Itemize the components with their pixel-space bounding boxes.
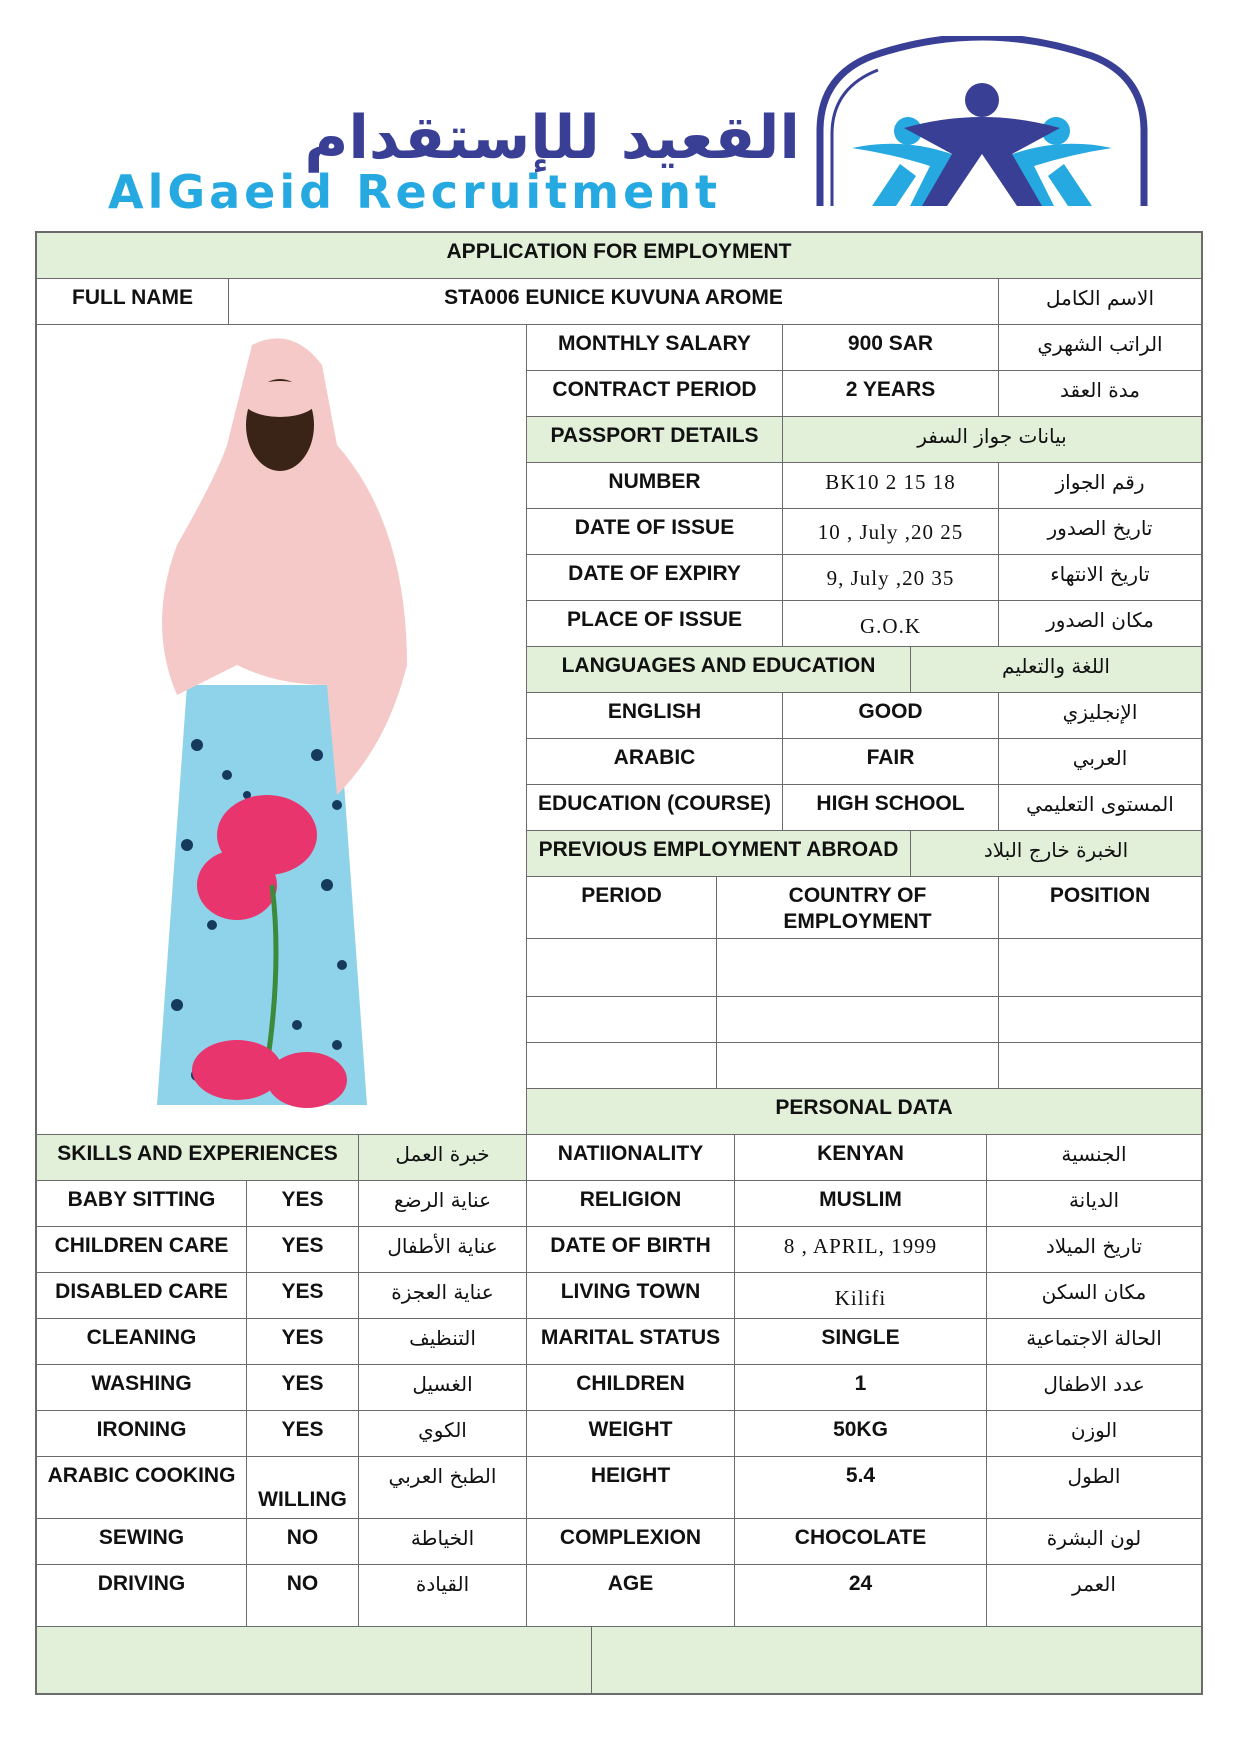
languages-header-ar: اللغة والتعليم — [911, 647, 1201, 693]
employment-col-position: POSITION — [999, 877, 1201, 939]
skill-driving-label-ar: القيادة — [359, 1565, 527, 1627]
skill-washing-label: WASHING — [37, 1365, 247, 1411]
complexion-label-ar: لون البشرة — [987, 1519, 1201, 1565]
weight-label-ar: الوزن — [987, 1411, 1201, 1457]
footer-left-cell — [37, 1627, 592, 1693]
employment-header: PREVIOUS EMPLOYMENT ABROAD — [527, 831, 911, 877]
contract-label: CONTRACT PERIOD — [527, 371, 783, 417]
candidate-photo — [37, 325, 527, 1135]
skill-sewing-label: SEWING — [37, 1519, 247, 1565]
employment-row-2-country — [717, 997, 999, 1043]
living-town-value: Kilifi — [735, 1273, 987, 1319]
complexion-label: COMPLEXION — [527, 1519, 735, 1565]
weight-label: WEIGHT — [527, 1411, 735, 1457]
skill-cleaning-label-ar: التنظيف — [359, 1319, 527, 1365]
age-label: AGE — [527, 1565, 735, 1627]
height-value: 5.4 — [735, 1457, 987, 1519]
arabic-value: FAIR — [783, 739, 999, 785]
logo-header — [0, 0, 1241, 225]
skills-header-ar: خبرة العمل — [359, 1135, 527, 1181]
education-label: EDUCATION (COURSE) — [527, 785, 783, 831]
skill-disabled-care-value: YES — [247, 1273, 359, 1319]
employment-col-country: COUNTRY OF EMPLOYMENT — [717, 877, 999, 939]
logo-arabic-text: القعيد للإستقدام — [304, 103, 800, 173]
skill-disabled-care-label: DISABLED CARE — [37, 1273, 247, 1319]
height-label: HEIGHT — [527, 1457, 735, 1519]
skill-baby-sitting-label-ar: عناية الرضع — [359, 1181, 527, 1227]
birth-date-label: DATE OF BIRTH — [527, 1227, 735, 1273]
passport-number-value: BK10 2 15 18 — [783, 463, 999, 509]
skill-sewing-label-ar: الخياطة — [359, 1519, 527, 1565]
passport-number-label-ar: رقم الجواز — [999, 463, 1201, 509]
full-name-value: STA006 EUNICE KUVUNA AROME — [229, 279, 999, 325]
birth-date-value: 8 , APRIL, 1999 — [735, 1227, 987, 1273]
skill-baby-sitting-label: BABY SITTING — [37, 1181, 247, 1227]
issue-place-value: G.O.K — [783, 601, 999, 647]
skill-driving-value: NO — [247, 1565, 359, 1627]
skill-ironing-label-ar: الكوي — [359, 1411, 527, 1457]
skill-driving-label: DRIVING — [37, 1565, 247, 1627]
skill-washing-label-ar: الغسيل — [359, 1365, 527, 1411]
nationality-label-ar: الجنسية — [987, 1135, 1201, 1181]
religion-label-ar: الديانة — [987, 1181, 1201, 1227]
footer-right-cell — [592, 1627, 1201, 1693]
marital-status-value: SINGLE — [735, 1319, 987, 1365]
education-label-ar: المستوى التعليمي — [999, 785, 1201, 831]
skill-ironing-value: YES — [247, 1411, 359, 1457]
birth-date-label-ar: تاريخ الميلاد — [987, 1227, 1201, 1273]
issue-date-value: 10 , July ,20 25 — [783, 509, 999, 555]
skill-cleaning-value: YES — [247, 1319, 359, 1365]
logo-english-text: AlGaeid Recruitment — [108, 165, 722, 219]
contract-value: 2 YEARS — [783, 371, 999, 417]
nationality-label: NATIIONALITY — [527, 1135, 735, 1181]
skill-baby-sitting-value: YES — [247, 1181, 359, 1227]
education-value: HIGH SCHOOL — [783, 785, 999, 831]
english-label-ar: الإنجليزي — [999, 693, 1201, 739]
complexion-value: CHOCOLATE — [735, 1519, 987, 1565]
skill-arabic-cooking-value: WILLING — [247, 1457, 359, 1519]
children-label-ar: عدد الاطفال — [987, 1365, 1201, 1411]
skill-washing-value: YES — [247, 1365, 359, 1411]
full-name-label: FULL NAME — [37, 279, 229, 325]
skill-sewing-value: NO — [247, 1519, 359, 1565]
passport-header-ar: بيانات جواز السفر — [783, 417, 1201, 463]
employment-row-3-country — [717, 1043, 999, 1089]
employment-row-1-position — [999, 939, 1201, 997]
age-label-ar: العمر — [987, 1565, 1201, 1627]
employment-row-2-position — [999, 997, 1201, 1043]
expiry-date-value: 9, July ,20 35 — [783, 555, 999, 601]
employment-row-1-country — [717, 939, 999, 997]
candidate-photo-figure — [37, 325, 525, 1131]
children-label: CHILDREN — [527, 1365, 735, 1411]
passport-number-label: NUMBER — [527, 463, 783, 509]
employment-row-2-period — [527, 997, 717, 1043]
skill-ironing-label: IRONING — [37, 1411, 247, 1457]
living-town-label: LIVING TOWN — [527, 1273, 735, 1319]
weight-value: 50KG — [735, 1411, 987, 1457]
living-town-label-ar: مكان السكن — [987, 1273, 1201, 1319]
employment-col-period: PERIOD — [527, 877, 717, 939]
skill-disabled-care-label-ar: عناية العجزة — [359, 1273, 527, 1319]
languages-header: LANGUAGES AND EDUCATION — [527, 647, 911, 693]
form-title: APPLICATION FOR EMPLOYMENT — [37, 233, 1201, 279]
children-value: 1 — [735, 1365, 987, 1411]
marital-status-label: MARITAL STATUS — [527, 1319, 735, 1365]
passport-header: PASSPORT DETAILS — [527, 417, 783, 463]
skills-header: SKILLS AND EXPERIENCES — [37, 1135, 359, 1181]
marital-status-label-ar: الحالة الاجتماعية — [987, 1319, 1201, 1365]
arabic-label: ARABIC — [527, 739, 783, 785]
logo-people-icon — [812, 36, 1152, 211]
english-label: ENGLISH — [527, 693, 783, 739]
arabic-label-ar: العربي — [999, 739, 1201, 785]
employment-header-ar: الخبرة خارج البلاد — [911, 831, 1201, 877]
application-form — [35, 231, 1203, 1695]
salary-label: MONTHLY SALARY — [527, 325, 783, 371]
skill-arabic-cooking-label-ar: الطبخ العربي — [359, 1457, 527, 1519]
personal-header: PERSONAL DATA — [527, 1089, 1201, 1135]
issue-place-label: PLACE OF ISSUE — [527, 601, 783, 647]
english-value: GOOD — [783, 693, 999, 739]
skill-children-care-value: YES — [247, 1227, 359, 1273]
religion-value: MUSLIM — [735, 1181, 987, 1227]
issue-date-label-ar: تاريخ الصدور — [999, 509, 1201, 555]
religion-label: RELIGION — [527, 1181, 735, 1227]
expiry-date-label: DATE OF EXPIRY — [527, 555, 783, 601]
skill-children-care-label-ar: عناية الأطفال — [359, 1227, 527, 1273]
age-value: 24 — [735, 1565, 987, 1627]
issue-date-label: DATE OF ISSUE — [527, 509, 783, 555]
employment-row-3-period — [527, 1043, 717, 1089]
skill-cleaning-label: CLEANING — [37, 1319, 247, 1365]
full-name-label-ar: الاسم الكامل — [999, 279, 1201, 325]
nationality-value: KENYAN — [735, 1135, 987, 1181]
employment-row-3-position — [999, 1043, 1201, 1089]
employment-row-1-period — [527, 939, 717, 997]
skill-arabic-cooking-label: ARABIC COOKING — [37, 1457, 247, 1519]
salary-label-ar: الراتب الشهري — [999, 325, 1201, 371]
expiry-date-label-ar: تاريخ الانتهاء — [999, 555, 1201, 601]
issue-place-label-ar: مكان الصدور — [999, 601, 1201, 647]
height-label-ar: الطول — [987, 1457, 1201, 1519]
skill-children-care-label: CHILDREN CARE — [37, 1227, 247, 1273]
contract-label-ar: مدة العقد — [999, 371, 1201, 417]
salary-value: 900 SAR — [783, 325, 999, 371]
